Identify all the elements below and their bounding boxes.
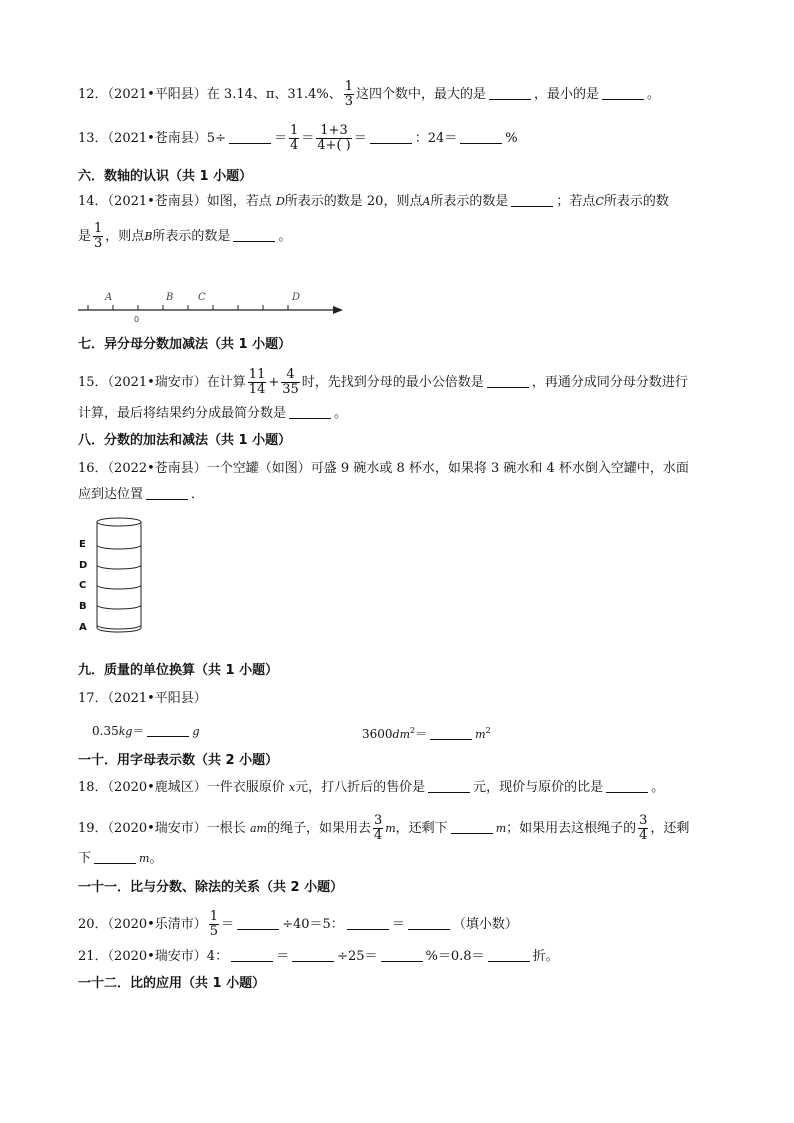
point-label: D: [275, 195, 285, 208]
q14-text: ；若点: [556, 194, 596, 209]
equals: ＝: [221, 917, 235, 932]
level-line-b: [97, 605, 141, 609]
numerator: 1: [344, 79, 353, 94]
question-13: [78, 124, 518, 153]
numerator: 1: [289, 123, 299, 138]
answer-blank[interactable]: [231, 949, 273, 962]
question-20: [78, 910, 518, 939]
q14-text: ，则点: [105, 229, 145, 244]
question-14-line2: [78, 222, 291, 251]
answer-blank[interactable]: [289, 406, 331, 419]
answer-blank[interactable]: [229, 131, 271, 144]
fraction: [638, 814, 648, 843]
denominator: 4: [289, 138, 299, 153]
unit: kg: [118, 725, 133, 738]
level-line-c: [97, 585, 141, 589]
section-heading: 七．异分母分数加减法（共 1 小题）: [78, 337, 292, 352]
denominator: 5: [209, 924, 219, 939]
question-19-line1: [78, 814, 689, 843]
answer-blank[interactable]: [292, 949, 334, 962]
equals: ＝: [132, 724, 145, 738]
answer-blank[interactable]: [460, 131, 502, 144]
unit: m: [139, 852, 150, 865]
q19-text: 下: [78, 851, 92, 866]
q19-text: ；如果用去这根绳子的: [506, 821, 637, 836]
level-label-c: C: [79, 580, 87, 591]
fraction: [248, 368, 267, 397]
answer-blank[interactable]: [370, 131, 412, 144]
point-c-label: C: [198, 292, 206, 303]
equals: ＝: [273, 131, 287, 146]
answer-blank[interactable]: [451, 821, 493, 834]
q14-text: 是: [78, 229, 92, 244]
q14-text: 。: [278, 229, 292, 244]
question-17-title: 17．（2021•平阳县）: [78, 691, 207, 706]
question-18: [78, 779, 664, 797]
question-17-part-b: [362, 722, 491, 744]
question-16-line1: [78, 460, 689, 478]
section-heading: 一十一．比与分数、除法的关系（共 2 小题）: [78, 880, 344, 895]
numerator: 1: [209, 909, 219, 924]
point-label: B: [144, 230, 153, 243]
level-line-e: [97, 545, 141, 549]
q13-text: 13．（2021•苍南县）5÷: [78, 131, 226, 146]
denominator: 4+( ): [317, 138, 351, 153]
numerator: 11: [248, 367, 266, 382]
q14-text: 所表示的数是: [430, 194, 509, 209]
q18-text: 元，打八折后的售价是: [295, 780, 426, 795]
variable: am: [249, 822, 267, 835]
axis-arrow: [333, 306, 343, 314]
equals: ＝: [391, 917, 405, 932]
q21-text: ÷25＝: [337, 949, 378, 964]
numerator: 3: [639, 813, 648, 828]
point-label: A: [422, 195, 431, 208]
answer-blank[interactable]: [511, 194, 553, 207]
q14-text: 所表示的数是: [152, 229, 231, 244]
numerator: 4: [281, 368, 300, 383]
section-heading: 九．质量的单位换算（共 1 小题）: [78, 663, 279, 678]
point-label: C: [595, 195, 604, 208]
answer-blank[interactable]: [381, 949, 423, 962]
answer-blank[interactable]: [488, 949, 530, 962]
denominator: 3: [344, 94, 353, 109]
equals: ＝: [276, 949, 290, 964]
level-label-d: D: [79, 560, 88, 571]
unit: m: [475, 728, 486, 741]
level-line-d: [97, 565, 141, 569]
plus-sign: +: [268, 375, 280, 390]
section-heading: 一十．用字母表示数（共 2 小题）: [78, 753, 279, 768]
denominator: 3: [94, 236, 103, 251]
q19-text: ，还剩: [650, 821, 690, 836]
answer-blank[interactable]: [147, 724, 189, 737]
unit: dm: [392, 728, 411, 741]
fraction: [373, 814, 383, 843]
number-line-figure: [78, 288, 348, 324]
q18-text: 。: [651, 780, 665, 795]
q18-text: 元，现价与原价的比是: [473, 780, 604, 795]
q14-text: 所表示的数: [603, 194, 669, 209]
question-21: [78, 948, 559, 966]
q14-text: 所表示的数是 20，则点: [284, 194, 423, 209]
q16-text: 应到达位置: [78, 487, 144, 502]
equals: ＝: [353, 131, 367, 146]
fraction: [344, 80, 354, 109]
numerator: 1+3: [316, 124, 351, 139]
numerator: 3: [373, 813, 383, 828]
unit: g: [192, 725, 200, 738]
value: 0.35: [92, 724, 119, 738]
value: 3600: [362, 727, 393, 741]
fraction: [281, 368, 300, 397]
exponent: 2: [485, 726, 491, 735]
denominator: 4: [373, 828, 383, 843]
q21-text: %＝0.8＝: [425, 949, 485, 964]
answer-blank[interactable]: [408, 917, 450, 930]
q15-text: ，再通分成同分母分数进行: [531, 375, 688, 390]
question-15-line2: [78, 405, 347, 423]
q19-text: 。: [149, 851, 163, 866]
can-top: [97, 518, 141, 526]
can-figure: [78, 514, 158, 646]
section-heading: 一十二．比的应用（共 1 小题）: [78, 976, 266, 991]
variable: x: [288, 781, 296, 794]
section-heading: 八．分数的加法和减法（共 1 小题）: [78, 433, 292, 448]
numerator: 1: [94, 221, 103, 236]
fraction: [289, 124, 299, 153]
q12-text: 12．（2021•平阳县）在 3.14、π、31.4%、: [78, 87, 342, 102]
question-19-line2: [78, 850, 162, 868]
q16-text: 16．（2022•苍南县）一个空罐（如图）可盛 9 碗水或 8 杯水，如果将 3 碗水和 4 杯水倒入空罐中，水面: [78, 461, 689, 476]
equals: ＝: [415, 727, 428, 741]
answer-blank[interactable]: [94, 851, 136, 864]
q12-text: 这四个数中，最大的是: [356, 87, 487, 102]
q21-text: 折。: [532, 949, 559, 964]
equals: ＝: [301, 131, 315, 146]
zero-label: 0: [134, 315, 140, 324]
fraction: [209, 910, 219, 939]
denominator: 14: [248, 382, 266, 397]
question-12: [78, 80, 660, 109]
denominator: 35: [282, 382, 299, 397]
q20-text: ÷40＝5：: [282, 917, 344, 932]
level-label-a: A: [79, 622, 87, 633]
unit: m: [495, 822, 507, 835]
q12-text: ，最小的是: [534, 87, 600, 102]
q19-text: ，还剩下: [395, 821, 448, 836]
level-label-b: B: [79, 601, 87, 612]
q19-text: 的绳子，如果用去: [266, 821, 371, 836]
q18-text: 18．（2020•鹿城区）一件衣服原价: [78, 780, 285, 795]
level-label-e: E: [79, 539, 86, 550]
point-a-label: A: [105, 292, 113, 303]
q15-text: 时，先找到分母的最小公倍数是: [301, 375, 484, 390]
answer-blank[interactable]: [602, 87, 644, 100]
answer-blank[interactable]: [146, 487, 188, 500]
q15-text: 15．（2021•瑞安市）在计算: [78, 375, 246, 390]
level-line-a: [97, 625, 141, 629]
q15-text: 计算，最后将结果约分成最简分数是: [78, 406, 287, 421]
answer-blank[interactable]: [489, 87, 531, 100]
fraction: [93, 222, 103, 251]
answer-blank[interactable]: [347, 917, 389, 930]
answer-blank[interactable]: [487, 375, 529, 388]
answer-blank[interactable]: [430, 727, 472, 740]
point-b-label: B: [166, 292, 174, 303]
q14-text: 14．（2021•苍南县）如图，若点: [78, 194, 272, 209]
answer-blank[interactable]: [428, 780, 470, 793]
q13-text: ：24＝: [414, 131, 458, 146]
answer-blank[interactable]: [233, 229, 275, 242]
axis-ticks: [88, 305, 288, 310]
fraction: [316, 124, 351, 153]
unit: m: [385, 822, 396, 835]
question-14-line1: [78, 193, 669, 211]
q21-text: 21．（2020•瑞安市）4：: [78, 949, 229, 964]
q20-text: 20．（2020•乐清市）: [78, 917, 207, 932]
q16-text: ．: [191, 487, 205, 502]
exponent: 2: [410, 726, 416, 735]
question-16-line2: [78, 486, 204, 504]
percent-sign: %: [505, 131, 518, 146]
question-17-part-a: [92, 722, 200, 741]
question-15-line1: [78, 368, 688, 397]
section-heading: 六．数轴的认识（共 1 小题）: [78, 169, 253, 184]
q12-text: 。: [647, 87, 661, 102]
answer-blank[interactable]: [237, 917, 279, 930]
answer-blank[interactable]: [606, 780, 648, 793]
denominator: 4: [639, 828, 648, 843]
q20-text: （填小数）: [452, 917, 518, 932]
q15-text: 。: [334, 406, 348, 421]
point-d-label: D: [292, 292, 301, 303]
q19-text: 19．（2020•瑞安市）一根长: [78, 821, 246, 836]
